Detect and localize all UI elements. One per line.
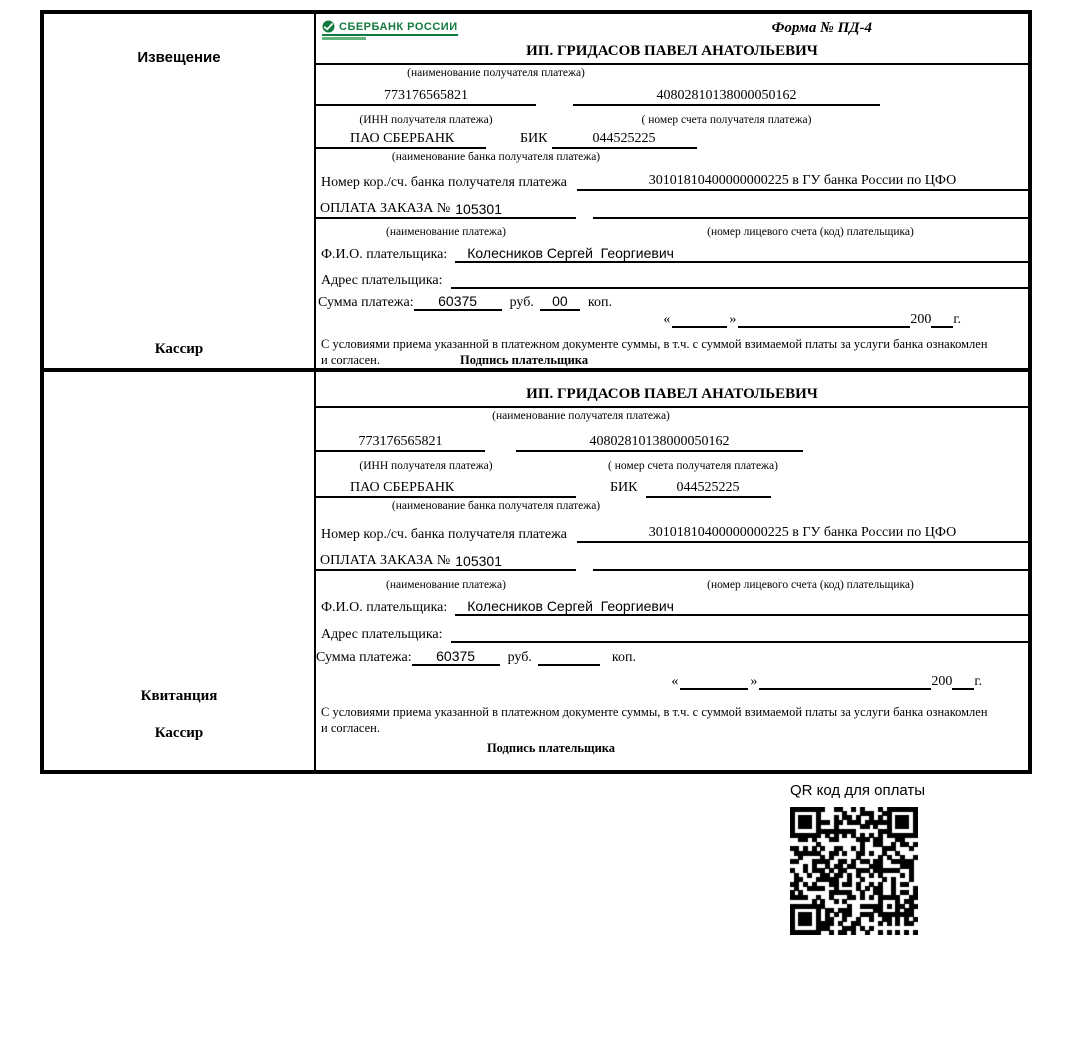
date-year-field [931, 326, 953, 328]
quote-open-2: « [671, 674, 679, 689]
pd4-form-document [40, 10, 1032, 774]
year-suffix: г. [953, 312, 961, 327]
payment-name-captions-2 [316, 571, 1028, 591]
sum-kop-field: 00 [540, 293, 580, 311]
payee-name-caption: (наименование получателя платежа) [407, 67, 585, 80]
agreement-text-2: С условиями приема указанной в платежном документе суммы, в т.ч. с суммой взимаемой платы за услуги банка ознакомлен и согласен. Подпись плательщика [321, 705, 988, 755]
rub-label-2: руб. [507, 650, 532, 665]
sberbank-logo-tagline [322, 37, 366, 40]
date-year-field-2 [952, 688, 974, 690]
kop-label: коп. [587, 295, 612, 311]
payer-name-row-2 [316, 591, 1028, 616]
inn-field-2: 773176565821 [316, 434, 485, 452]
sum-label-2: Сумма платежа: [316, 650, 412, 665]
payee-name-title: ИП. ГРИДАСОВ ПАВЕЛ АНАТОЛЬЕВИЧ [316, 43, 1028, 65]
inn-caption: (ИНН получателя платежа) [359, 113, 493, 126]
inn-account-captions [316, 106, 1028, 126]
inn-field: 773176565821 [316, 88, 536, 106]
payment-name-field [316, 201, 576, 219]
personal-account-caption-2: (номер лицевого счета (код) плательщика) [707, 579, 914, 591]
payment-name-prefix-2: ОПЛАТА ЗАКАЗА № [320, 553, 451, 568]
bank-name-field-2: ПАО СБЕРБАНК [316, 480, 576, 498]
receipt-section [44, 372, 1028, 770]
bik-field: 044525225 [552, 131, 697, 149]
bank-bik-row-2 [316, 472, 1028, 498]
date-month-field-2 [759, 688, 931, 690]
quote-close-2: » [750, 674, 758, 689]
payer-name-field-2: Колесников Сергей Георгиевич [455, 598, 1028, 616]
signature-label-2: Подпись плательщика [486, 741, 616, 755]
payer-name-field: Колесников Сергей Георгиевич [455, 245, 1028, 263]
payment-name-caption: (наименование платежа) [386, 226, 506, 239]
bik-field-2: 044525225 [646, 480, 771, 498]
year-prefix-2: 200 [931, 674, 953, 689]
payment-name-field-2 [316, 553, 576, 571]
payment-name-captions [316, 219, 1028, 239]
quote-open: « [663, 312, 671, 327]
bank-name-field: ПАО СБЕРБАНК [316, 131, 486, 149]
kop-label-2: коп. [611, 650, 636, 665]
cashier-label-2: Кассир [154, 725, 204, 741]
bik-label: БИК [520, 131, 548, 147]
sberbank-logo-text: СБЕРБАНК РОССИИ [339, 20, 458, 33]
inn-account-captions-2 [316, 452, 1028, 472]
form-header-row [316, 14, 1028, 43]
order-number-value-2: 105301 [455, 553, 502, 569]
corr-account-field: 30101810400000000225 в ГУ банка России по ЦФО [577, 173, 1028, 191]
date-row [316, 311, 961, 328]
payer-address-row [316, 263, 1028, 289]
date-row-2 [316, 666, 982, 690]
payer-name-label: Ф.И.О. плательщика: [321, 246, 448, 262]
receipt-label: Квитанция [140, 688, 218, 704]
account-caption: ( номер счета получателя платежа) [641, 113, 812, 126]
year-prefix: 200 [910, 312, 932, 327]
qr-payment-block [770, 782, 970, 935]
payer-address-row-2 [316, 616, 1028, 643]
corr-account-row [316, 167, 1028, 191]
corr-account-label-2: Номер кор./сч. банка получателя платежа [321, 527, 567, 542]
corr-account-label: Номер кор./сч. банка получателя платежа [321, 175, 567, 191]
payee-name-title-2: ИП. ГРИДАСОВ ПАВЕЛ АНАТОЛЬЕВИЧ [316, 372, 1028, 408]
notice-form-body [316, 14, 1028, 368]
notice-label: Извещение [137, 49, 221, 66]
cashier-label: Кассир [154, 341, 204, 357]
inn-caption-2: (ИНН получателя платежа) [359, 460, 493, 472]
receipt-left-column [44, 372, 316, 770]
sum-row-2 [316, 643, 1028, 666]
payment-name-row-2 [316, 543, 1028, 571]
corr-account-row-2 [316, 516, 1028, 543]
sberbank-logo-icon [322, 20, 335, 33]
bank-bik-row [316, 126, 1028, 149]
notice-section [44, 14, 1028, 372]
agreement-text: С условиями приема указанной в платежном документе суммы, в т.ч. с суммой взимаемой платы за услуги банка ознакомлен и согласен. Подпись плательщика [321, 337, 988, 367]
bank-name-caption-2: (наименование банка получателя платежа) [391, 500, 601, 512]
sum-rub-field: 60375 [414, 293, 502, 311]
payer-address-label-2: Адрес плательщика: [321, 627, 443, 642]
inn-account-row-2 [316, 426, 1028, 452]
order-number-value: 105301 [455, 200, 502, 217]
year-suffix-2: г. [974, 674, 982, 689]
account-field-2: 40802810138000050162 [516, 434, 803, 452]
corr-account-field-2: 30101810400000000225 в ГУ банка России по ЦФО [577, 525, 1028, 543]
account-caption-2: ( номер счета получателя платежа) [608, 460, 778, 472]
sum-row [316, 289, 1028, 311]
payer-name-label-2: Ф.И.О. плательщика: [321, 600, 448, 615]
payment-name-caption-2: (наименование платежа) [386, 579, 506, 591]
rub-label: руб. [509, 295, 534, 311]
bik-label-2: БИК [610, 480, 638, 495]
qr-label: QR код для оплаты [790, 782, 926, 799]
sberbank-logo-main [322, 20, 458, 36]
sberbank-logo [322, 20, 458, 40]
date-day-field-2 [680, 688, 748, 690]
payment-name-row [316, 191, 1028, 218]
date-month-field [738, 326, 910, 328]
payer-address-label: Адрес плательщика: [321, 272, 443, 288]
account-field: 40802810138000050162 [573, 88, 880, 106]
quote-close: » [729, 312, 737, 327]
date-day-field [672, 326, 727, 328]
receipt-form-body [316, 372, 1028, 770]
sum-rub-field-2: 60375 [412, 648, 500, 666]
signature-label: Подпись плательщика [459, 353, 589, 367]
sum-label: Сумма платежа: [318, 295, 414, 311]
payer-name-row [316, 238, 1028, 262]
qr-code-image [790, 807, 918, 935]
form-number-label: Форма № ПД-4 [771, 20, 872, 36]
payee-name-caption-2: (наименование получателя платежа) [492, 410, 670, 422]
payment-name-prefix: ОПЛАТА ЗАКАЗА № [320, 200, 451, 216]
inn-account-row [316, 83, 1028, 106]
bank-name-caption: (наименование банка получателя платежа) [391, 151, 601, 164]
personal-account-caption: (номер лицевого счета (код) плательщика) [707, 226, 914, 239]
notice-left-column [44, 14, 316, 368]
